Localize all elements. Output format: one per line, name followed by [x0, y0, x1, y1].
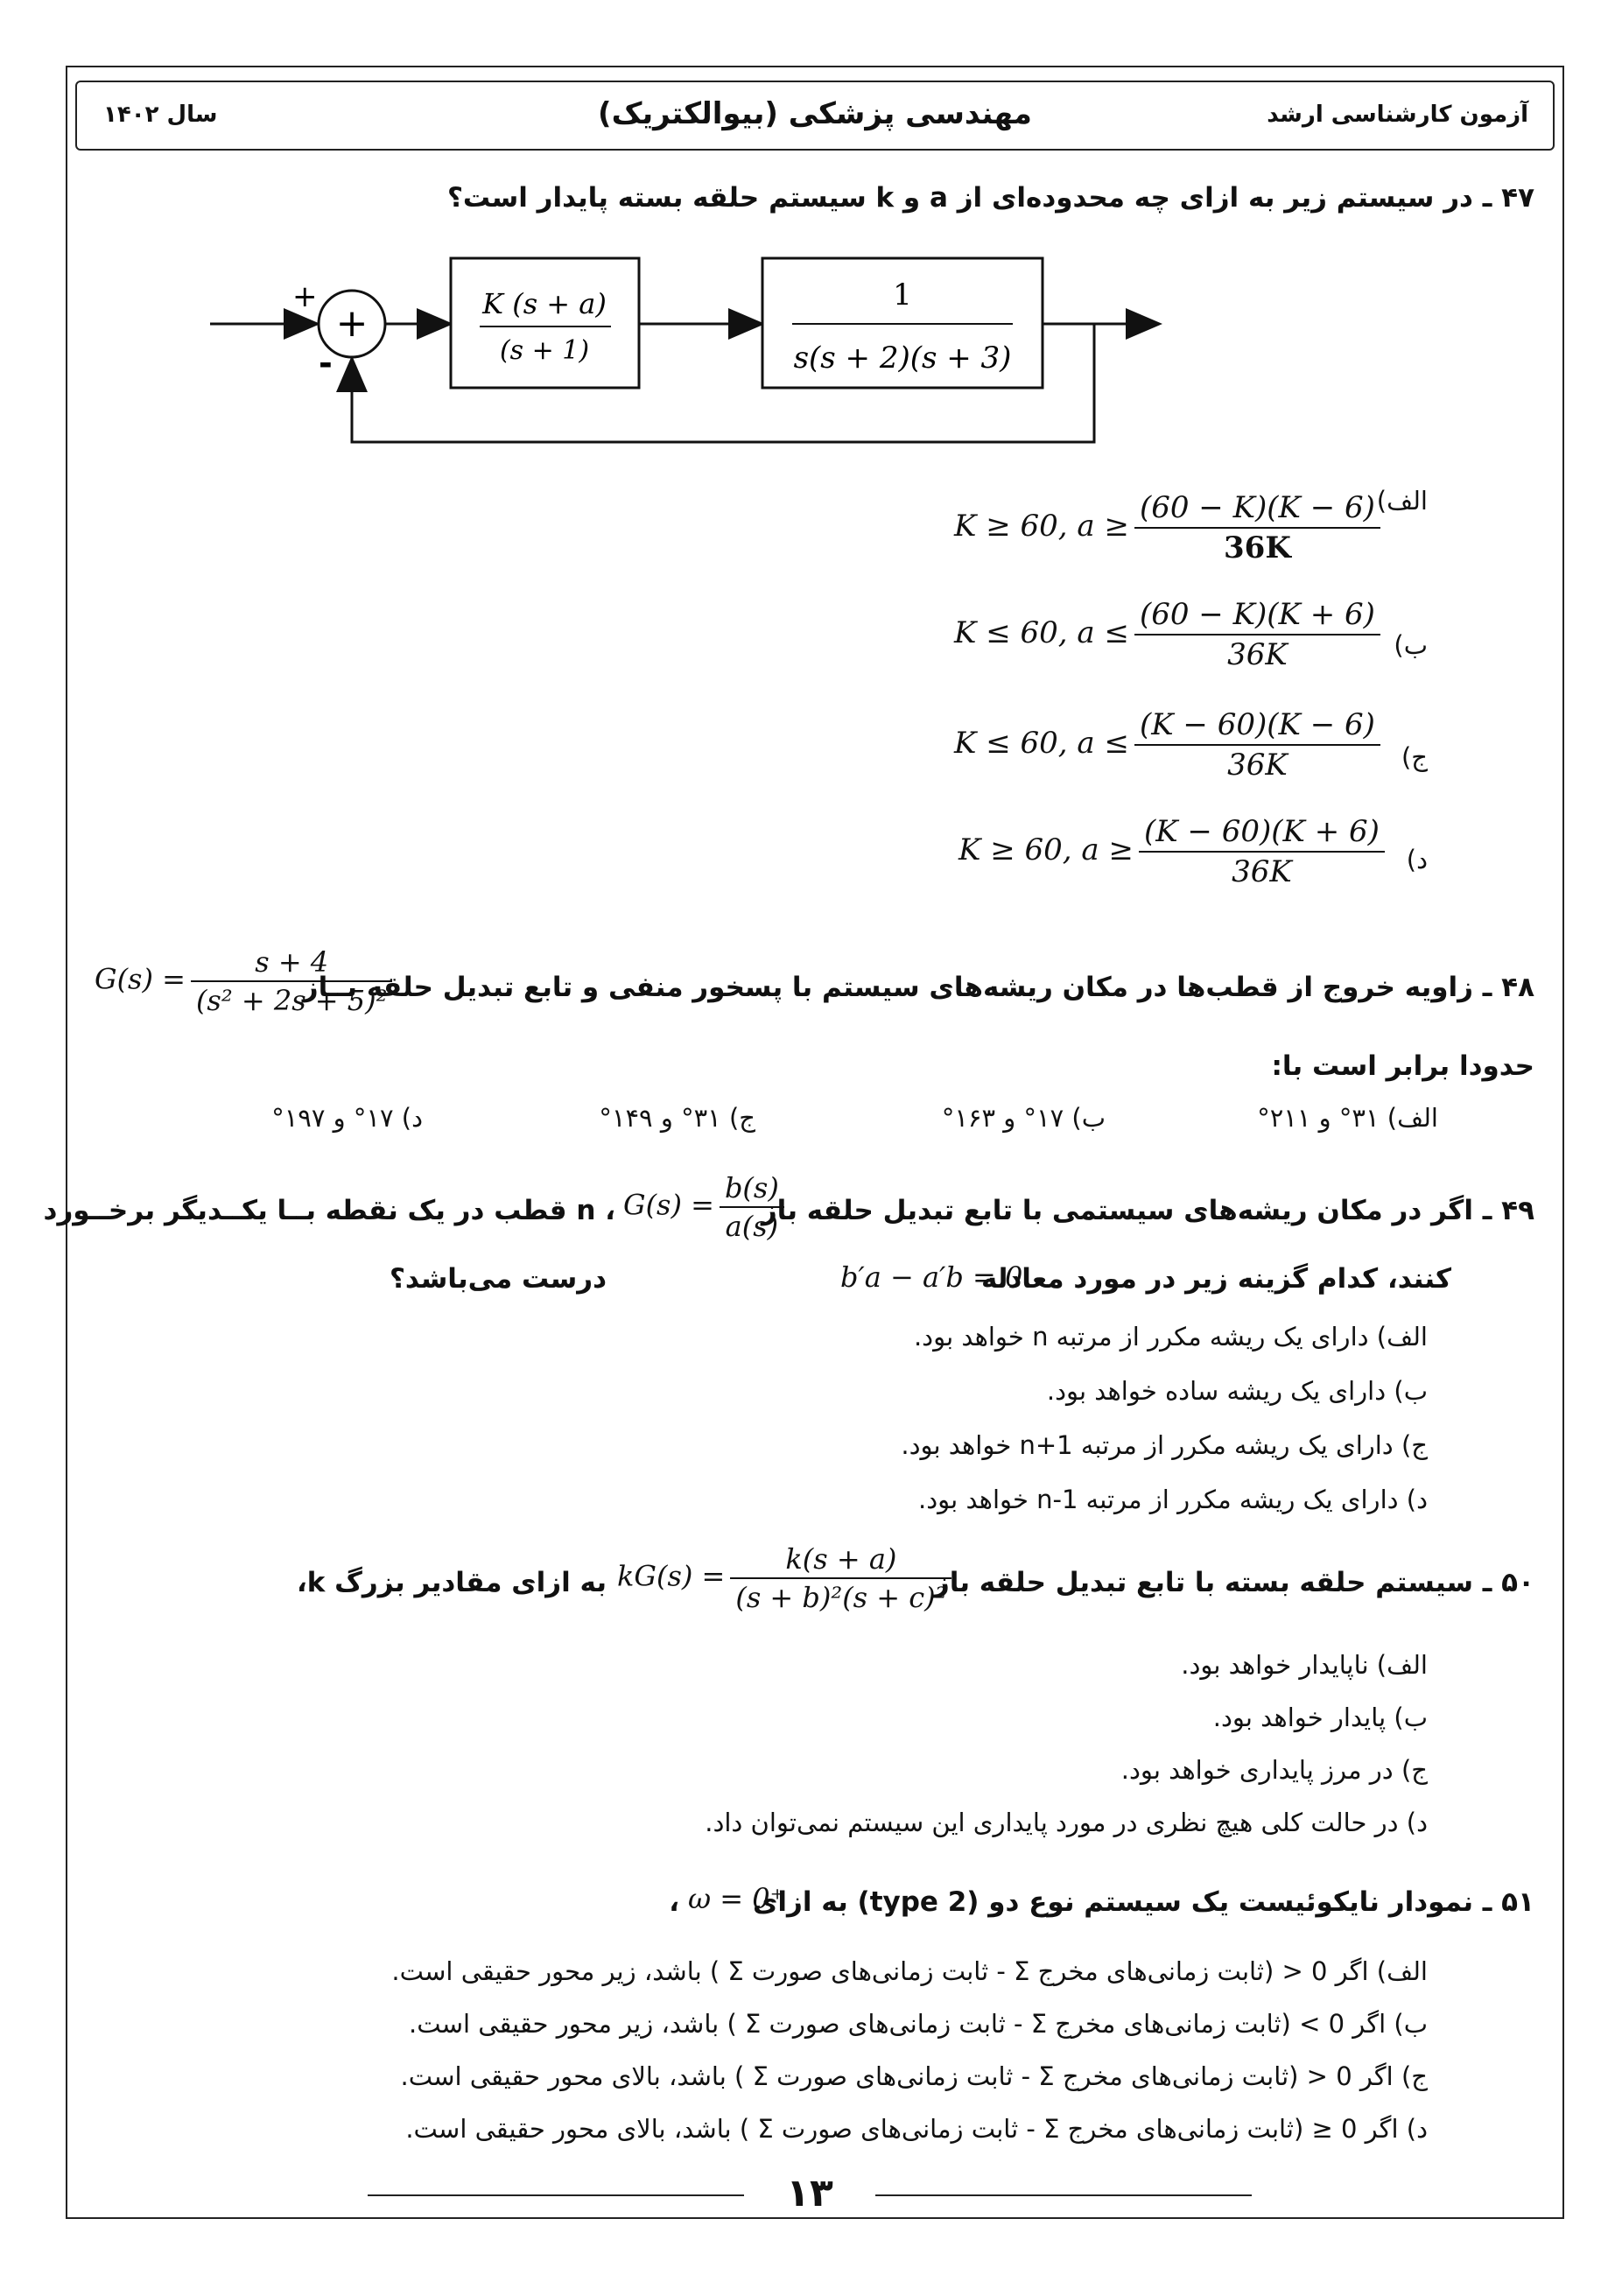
page-number: ۱۳ [786, 2171, 833, 2215]
q51-option-4[interactable]: د) اگر 0 ≤ (ثابت زمانی‌های مخرج Σ - ثابت زمانی‌های صورت Σ ) باشد، بالای محور حقیقی است. [405, 2114, 1428, 2144]
minus-sign: - [319, 344, 333, 383]
q49-transfer-function: G(s) = $\frac{b(s)}{a(s)}$ [623, 1171, 790, 1243]
question-51-end: ، [669, 1886, 679, 1918]
footer-rule-right [875, 2194, 1252, 2196]
q47-option-4[interactable] [1407, 845, 1428, 874]
block1-numerator: K (s + a) [482, 287, 607, 320]
question-47 [447, 182, 1534, 214]
block1-denominator: (s + 1) [499, 335, 590, 366]
footer-rule-left [368, 2194, 744, 2196]
q51-option-3[interactable]: ج) اگر 0 < (ثابت زمانی‌های مخرج Σ - ثابت زمانی‌های صورت Σ ) باشد، بالای محور حقیقی است. [400, 2061, 1428, 2091]
q47-option-3-math: K ≤ 60, a ≤ $\frac{(K - 60)(K - 6)}{36K}$ [954, 707, 1386, 783]
q47-option-2[interactable] [1394, 630, 1428, 660]
question-50: ۵۰ ـ سیستم حلقه بسته با تابع تبدیل حلقه باز [933, 1567, 1534, 1598]
exam-header [75, 81, 1555, 151]
q47-option-3[interactable] [1401, 742, 1428, 772]
q49-option-1[interactable]: الف) دارای یک ریشه مکرر از مرتبه n خواهد بود. [913, 1322, 1428, 1352]
question-49-line2: کنند، کدام گزینه زیر در مورد معادله [980, 1263, 1451, 1295]
question-50-text-b: به ازای مقادیر بزرگ k، [296, 1567, 607, 1598]
q49-option-4[interactable]: د) دارای یک ریشه مکرر از مرتبه n-1 خواهد بود. [918, 1485, 1428, 1514]
option-label: ج) [1401, 742, 1428, 772]
question-49-line2-end: درست می‌باشد؟ [389, 1263, 607, 1295]
q47-option-2-math: K ≤ 60, a ≤ $\frac{(60 - K)(K + 6)}{36K}$ [954, 597, 1386, 672]
q48-option-3[interactable]: ج) ۳۱° و ۱۴۹° [599, 1103, 755, 1133]
q50-option-2[interactable]: ب) پایدار خواهد بود. [1212, 1703, 1428, 1732]
q49-option-2[interactable]: ب) دارای یک ریشه ساده خواهد بود. [1046, 1376, 1428, 1406]
q51-condition: ω = 0⁺ [688, 1882, 785, 1915]
question-number: ۴۷ ـ [1482, 182, 1534, 214]
block2-numerator: 1 [893, 277, 912, 312]
header-year: سال ۱۴۰۲ [103, 102, 218, 128]
option-label: ب) [1394, 630, 1428, 660]
option-label: الف) [1376, 486, 1428, 516]
question-text: زاویه خروج از قطب‌ها در مکان ریشه‌های سیستم با پسخور منفی و تابع تبدیل حلقه بــاز [302, 972, 1473, 1003]
q48-option-4[interactable]: د) ۱۷° و ۱۹۷° [271, 1103, 423, 1133]
q50-option-3[interactable]: ج) در مرز پایداری خواهد بود. [1120, 1755, 1428, 1785]
question-49: ۴۹ ـ اگر در مکان ریشه‌های سیستمی با تابع تبدیل حلقه باز [761, 1195, 1534, 1226]
q48-transfer-function: G(s) = $\frac{s + 4}{\text{(s² + 2s + 5)²}}$ [95, 945, 397, 1017]
q51-option-2[interactable]: ب) اگر 0 > (ثابت زمانی‌های مخرج Σ - ثابت زمانی‌های صورت Σ ) باشد، زیر محور حقیقی است. [409, 2009, 1428, 2039]
option-label: د) [1406, 845, 1428, 874]
q48-option-1[interactable]: الف) ۳۱° و ۲۱۱° [1257, 1103, 1438, 1133]
question-text: در سیستم زیر به ازای چه محدوده‌ای از a و k سیستم حلقه بسته پایدار است؟ [446, 182, 1473, 214]
header-title: مهندسی پزشکی (بیوالکتریک) [598, 96, 1032, 131]
q49-equation: b′a − a′b = 0 [840, 1260, 1023, 1294]
question-51: ۵۱ ـ نمودار نایکوئیست یک سیستم نوع دو (type 2) به ازای [752, 1886, 1534, 1918]
question-number: ۴۹ ـ [1482, 1195, 1534, 1226]
q48-option-2[interactable]: ب) ۱۷° و ۱۶۳° [941, 1103, 1106, 1133]
block2-denominator: s(s + 2)(s + 3) [793, 341, 1012, 376]
question-49-text-b: ، n قطب در یک نقطه بــا یکــدیگر برخــورد [43, 1195, 615, 1226]
block-1 [451, 258, 639, 388]
q50-transfer-function: kG(s) = $\frac{k(s + a)}{\text{(s + b)²(s + c)²}}$ [617, 1542, 957, 1614]
plus-sign: + [292, 279, 318, 314]
q50-option-1[interactable]: الف) ناپایدار خواهد بود. [1181, 1650, 1428, 1680]
question-48 [303, 972, 1534, 1003]
sum-plus: + [335, 301, 369, 346]
q47-option-4-math: K ≥ 60, a ≥ $\frac{(K - 60)(K + 6)}{36K}$ [958, 814, 1390, 889]
q50-option-4[interactable]: د) در حالت کلی هیچ نظری در مورد پایداری این سیستم نمی‌توان داد. [705, 1808, 1428, 1837]
question-48-continued: حدودا برابر است با: [1271, 1050, 1534, 1082]
question-number: ۵۰ ـ [1482, 1567, 1534, 1598]
question-number: ۵۱ ـ [1482, 1886, 1534, 1918]
question-number: ۴۸ ـ [1482, 972, 1534, 1003]
q49-option-3[interactable]: ج) دارای یک ریشه مکرر از مرتبه n+1 خواهد بود. [901, 1430, 1428, 1460]
q47-option-1-math: K ≥ 60, a ≥ $\frac{(60 - K)(K - 6)}{36K}$ [954, 490, 1386, 565]
q51-option-1[interactable]: الف) اگر 0 < (ثابت زمانی‌های مخرج Σ - ثابت زمانی‌های صورت Σ ) باشد، زیر محور حقیقی است. [391, 1956, 1428, 1986]
header-exam-name: آزمون کارشناسی ارشد [1267, 102, 1528, 128]
